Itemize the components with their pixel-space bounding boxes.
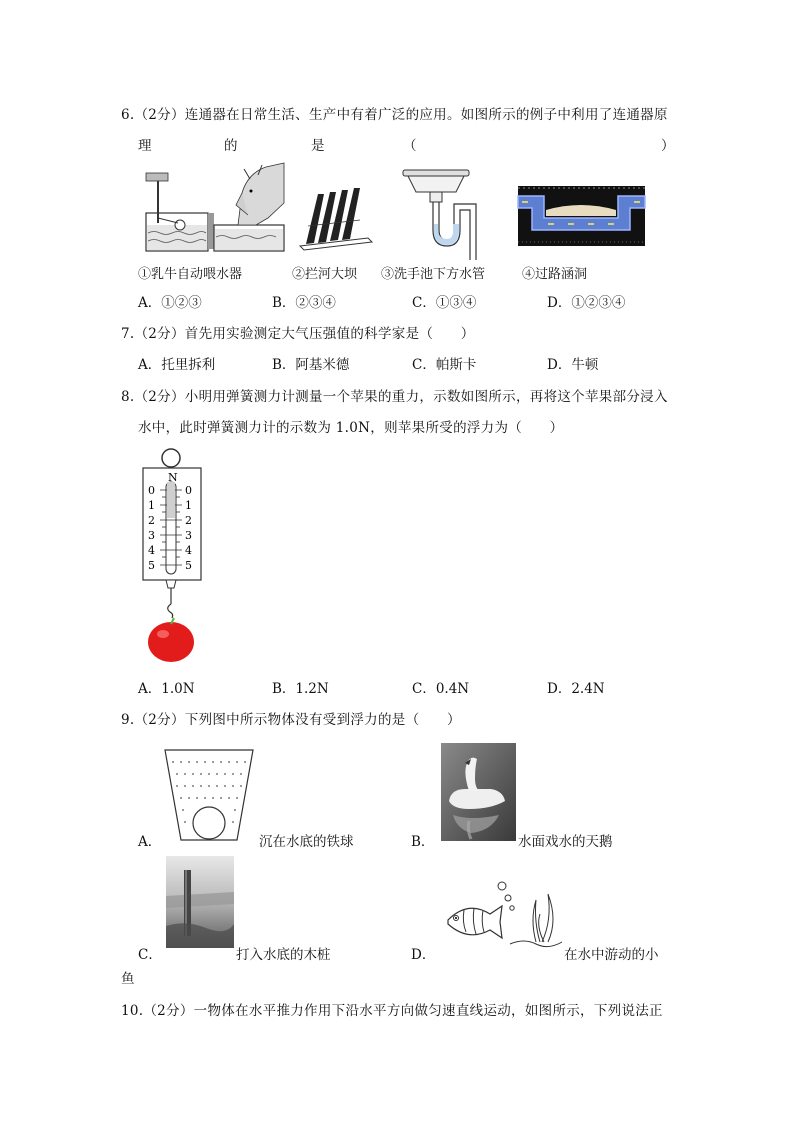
sunken-iron-ball-figure xyxy=(163,748,255,842)
scale-tick-right: 3 xyxy=(185,529,192,542)
q9-option-a-caption: 沉在水底的铁球 xyxy=(259,834,354,850)
q9-option-d-caption: 在水中游动的小 xyxy=(564,947,659,963)
q6-stem-line1: 6.（2分）连通器在日常生活、生产中有着广泛的应用。如图所示的例子中利用了连通器原 xyxy=(121,107,668,123)
q6-option-c[interactable]: C．①③④ xyxy=(412,295,477,311)
scale-tick-right: 4 xyxy=(185,544,192,557)
q6-stem-line2-part: 的 xyxy=(224,138,238,154)
q7-option-a[interactable]: A．托里拆利 xyxy=(138,357,216,373)
q10-stem: 10.（2分）一物体在水平推力作用下沿水平方向做匀速直线运动，如图所示，下列说法正 xyxy=(121,1003,663,1019)
scale-tick-right: 2 xyxy=(185,514,192,527)
q9-option-d-caption-wrap: 鱼 xyxy=(121,971,135,987)
q9-option-d-letter[interactable]: D． xyxy=(411,947,436,963)
scale-tick-left: 5 xyxy=(148,559,155,572)
q6-caption-1: ①乳牛自动喂水器 xyxy=(138,267,243,282)
scale-unit-label: N xyxy=(168,471,178,484)
scale-tick-left: 4 xyxy=(148,544,155,557)
q7-option-b[interactable]: B．阿基米德 xyxy=(272,357,350,373)
scale-tick-left: 2 xyxy=(148,514,155,527)
scale-tick-left: 1 xyxy=(148,499,155,512)
q6-stem-line2-part: 理 xyxy=(138,138,152,154)
culvert-figure xyxy=(518,186,645,246)
q9-option-c-caption: 打入水底的木桩 xyxy=(236,947,331,963)
q6-caption-2: ②拦河大坝 xyxy=(292,267,358,282)
q6-caption-4: ④过路涵洞 xyxy=(522,267,588,282)
q9-option-b-letter[interactable]: B． xyxy=(411,834,435,850)
scale-tick-left: 3 xyxy=(148,529,155,542)
q9-option-a-letter[interactable]: A． xyxy=(138,834,162,850)
q9-option-b-caption: 水面戏水的天鹅 xyxy=(518,834,613,850)
q6-caption-3: ③洗手池下方水管 xyxy=(381,267,486,282)
wooden-pile-photo-figure xyxy=(166,856,234,948)
q7-option-d[interactable]: D．牛顿 xyxy=(547,357,599,373)
q6-option-b[interactable]: B．②③④ xyxy=(272,295,336,311)
q8-stem-line2: 水中，此时弹簧测力计的示数为 1.0N，则苹果所受的浮力为（ ） xyxy=(138,420,564,436)
cow-feeder-figure xyxy=(138,163,286,258)
q9-stem: 9.（2分）下列图中所示物体没有受到浮力的是（ ） xyxy=(121,712,461,728)
scale-tick-right: 5 xyxy=(185,559,192,572)
q8-option-c[interactable]: C．0.4N xyxy=(412,681,470,697)
q6-stem-line2-part: ） xyxy=(661,138,675,154)
q6-option-a[interactable]: A．①②③ xyxy=(138,295,202,311)
spring-scale-figure xyxy=(140,446,210,666)
scale-tick-left: 0 xyxy=(148,484,155,497)
swan-photo-figure xyxy=(441,743,516,841)
q7-option-c[interactable]: C．帕斯卡 xyxy=(412,357,477,373)
q9-option-c-letter[interactable]: C． xyxy=(138,947,162,963)
q8-option-d[interactable]: D．2.4N xyxy=(547,681,605,697)
q7-stem: 7.（2分）首先用实验测定大气压强值的科学家是（ ） xyxy=(121,326,475,342)
scale-tick-right: 1 xyxy=(185,499,192,512)
q8-stem-line1: 8.（2分）小明用弹簧测力计测量一个苹果的重力，示数如图所示，再将这个苹果部分浸入 xyxy=(121,389,668,405)
dam-figure xyxy=(298,186,374,252)
swimming-fish-figure xyxy=(440,880,564,948)
q8-option-a[interactable]: A．1.0N xyxy=(138,681,195,697)
q6-stem-line2-part: （ xyxy=(403,138,417,154)
sink-pipe-figure xyxy=(400,168,480,260)
q6-option-d[interactable]: D．①②③④ xyxy=(547,295,626,311)
scale-tick-right: 0 xyxy=(185,484,192,497)
q6-stem-line2-part: 是 xyxy=(311,138,325,154)
q8-option-b[interactable]: B．1.2N xyxy=(272,681,329,697)
